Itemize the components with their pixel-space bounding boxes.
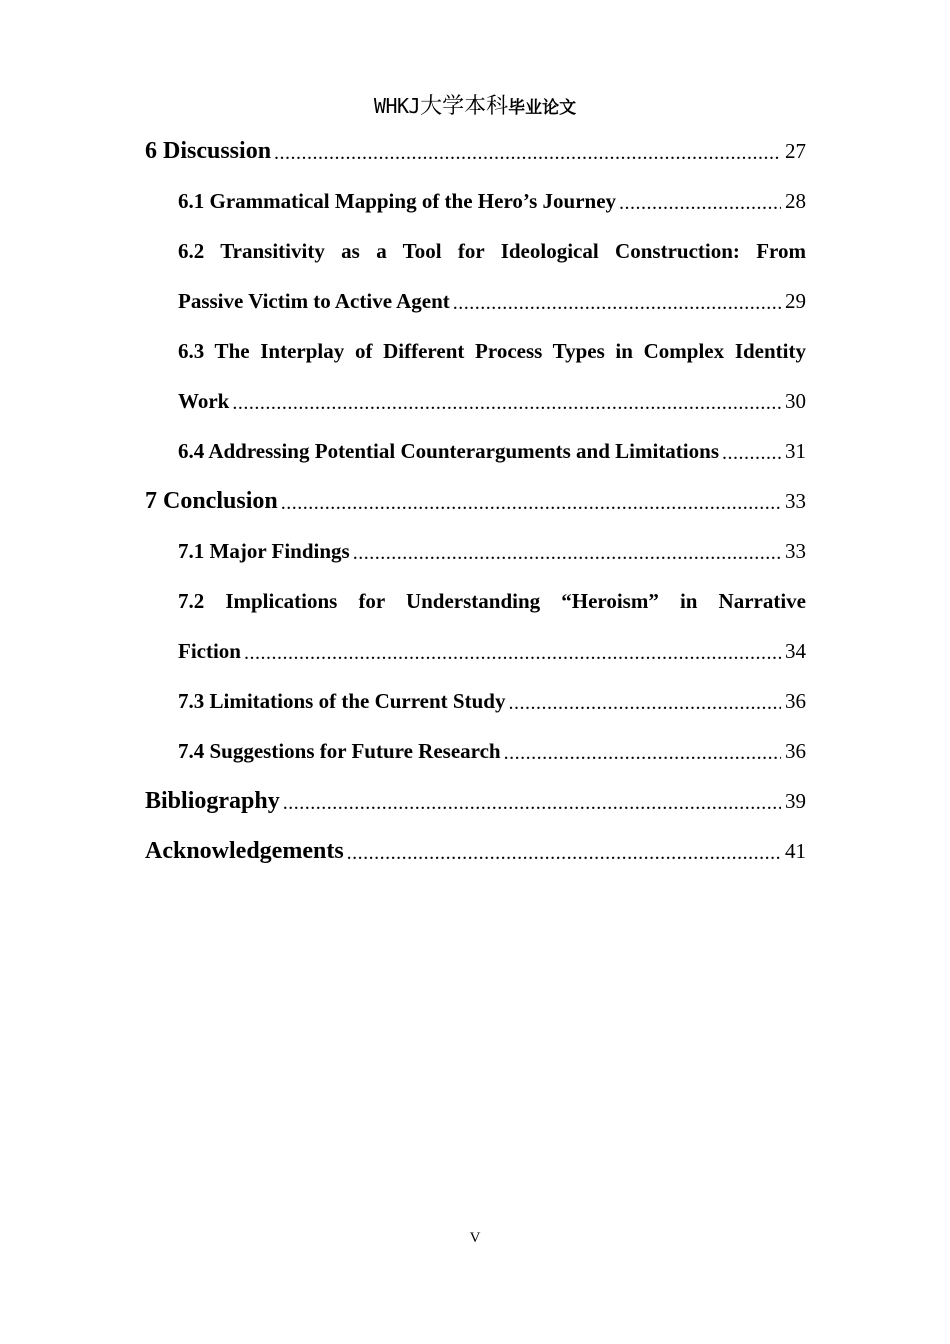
toc-entry-page: 34	[785, 638, 806, 663]
toc-entry-7-3[interactable]	[178, 676, 806, 726]
toc-entry-page: 27	[785, 138, 806, 163]
toc-entry-title: 7.1 Major Findings	[178, 538, 350, 563]
toc-entry-page: 30	[785, 388, 806, 413]
toc-entry-title: 6.4 Addressing Potential Counterarguments and Limitations	[178, 438, 719, 463]
toc-entry-page: 41	[785, 838, 806, 863]
table-of-contents	[145, 126, 806, 876]
header-regular-text: 大学本科	[420, 94, 509, 119]
toc-dot-leader	[274, 143, 781, 176]
toc-entry-title: 6.1 Grammatical Mapping of the Hero’s Journey	[178, 188, 617, 213]
toc-entry-title: 6.3 The Interplay of Different Process Types in Complex Identity	[178, 338, 806, 363]
toc-entry-title: 6.2 Transitivity as a Tool for Ideological Construction: From	[178, 238, 806, 263]
toc-entry-6-2-line2[interactable]	[178, 276, 806, 326]
toc-entry-title: Acknowledgements	[145, 837, 344, 864]
toc-entry-page: 31	[785, 438, 806, 463]
toc-entry-page: 28	[785, 188, 806, 213]
toc-entry-7-conclusion[interactable]	[145, 476, 806, 526]
toc-entry-page: 36	[785, 688, 806, 713]
toc-entry-6-3-line2[interactable]	[178, 376, 806, 426]
toc-entry-7-2-line2[interactable]	[178, 626, 806, 676]
toc-dot-leader	[232, 393, 781, 426]
toc-entry-7-1[interactable]	[178, 526, 806, 576]
toc-entry-6-3-line1[interactable]	[178, 326, 806, 376]
toc-entry-acknowledgements[interactable]	[145, 826, 806, 876]
header-bold-text: 毕业论文	[508, 98, 577, 118]
toc-entry-page: 29	[785, 288, 806, 313]
toc-entry-6-1[interactable]	[178, 176, 806, 226]
toc-entry-title: 7.3 Limitations of the Current Study	[178, 688, 506, 713]
toc-entry-bibliography[interactable]	[145, 776, 806, 826]
toc-dot-leader	[722, 443, 781, 476]
toc-entry-title: Work	[178, 388, 230, 413]
toc-entry-title: Fiction	[178, 638, 241, 663]
toc-dot-leader	[504, 743, 781, 776]
toc-entry-title: 7 Conclusion	[145, 487, 278, 514]
toc-dot-leader	[353, 543, 781, 576]
toc-entry-7-4[interactable]	[178, 726, 806, 776]
toc-entry-title: Bibliography	[145, 787, 280, 814]
toc-dot-leader	[244, 643, 781, 676]
toc-entry-title: Passive Victim to Active Agent	[178, 288, 450, 313]
toc-entry-6-2-line1[interactable]	[178, 226, 806, 276]
toc-entry-title: 7.2 Implications for Understanding “Heroism” in Narrative	[178, 588, 806, 613]
toc-dot-leader	[347, 843, 781, 876]
page-header	[0, 90, 950, 122]
page-number: V	[469, 1230, 481, 1246]
toc-dot-leader	[619, 193, 781, 226]
toc-entry-6-4[interactable]	[178, 426, 806, 476]
toc-entry-6-discussion[interactable]	[145, 126, 806, 176]
toc-entry-page: 39	[785, 788, 806, 813]
toc-entry-page: 33	[785, 488, 806, 513]
toc-entry-title: 7.4 Suggestions for Future Research	[178, 738, 501, 763]
toc-entry-7-2-line1[interactable]	[178, 576, 806, 626]
toc-dot-leader	[283, 793, 781, 826]
toc-entry-page: 33	[785, 538, 806, 563]
toc-entry-page: 36	[785, 738, 806, 763]
toc-dot-leader	[508, 693, 781, 726]
toc-dot-leader	[453, 293, 781, 326]
toc-entry-title: 6 Discussion	[145, 137, 272, 164]
toc-dot-leader	[281, 493, 781, 526]
header-latin-text: WHKJ	[373, 94, 421, 118]
